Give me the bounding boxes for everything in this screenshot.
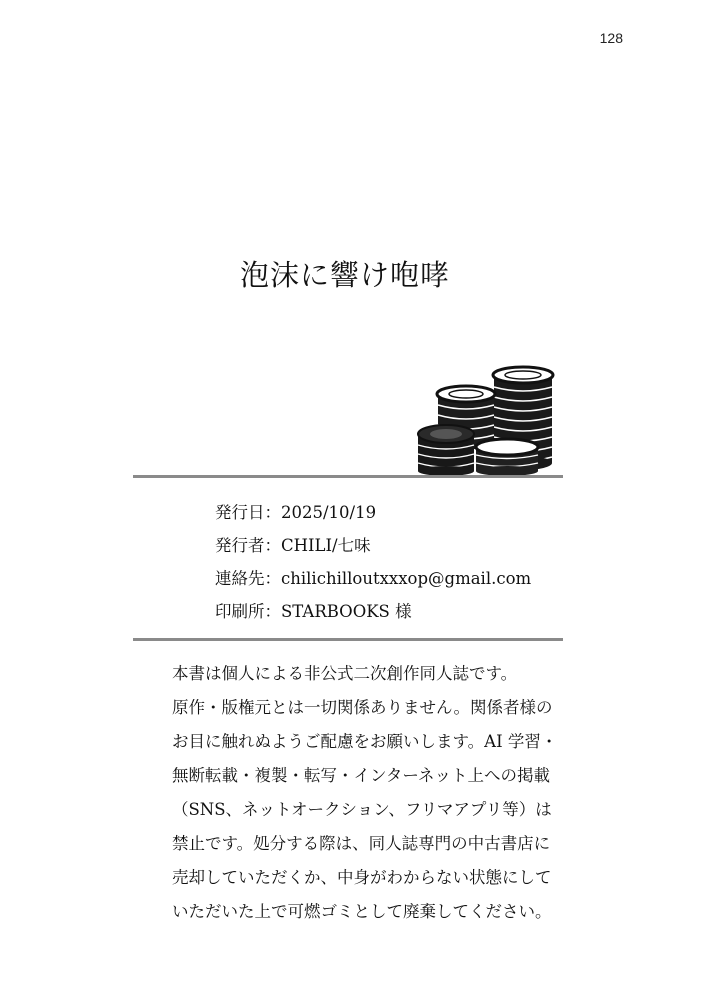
colophon-row-contact	[215, 566, 595, 599]
notice-line: いただいた上で可燃ゴミとして廃棄してください。	[172, 902, 552, 921]
colophon-row-publish-date	[215, 500, 595, 533]
colophon-label: 連絡先	[215, 569, 265, 588]
notice-line: 原作・版権元とは一切関係ありません。関係者様の	[172, 698, 553, 717]
colophon-label: 印刷所	[215, 602, 265, 621]
book-title: 泡沫に響け咆哮	[239, 258, 450, 292]
notice-line: 無断転載・複製・転写・インターネット上への掲載	[172, 766, 551, 785]
page-number: 128	[599, 30, 623, 46]
colophon-row-printer	[215, 599, 595, 632]
colophon-separator: ：	[264, 503, 281, 522]
colophon-label: 発行者	[215, 536, 265, 555]
coin-stacks-illustration	[410, 355, 570, 477]
notice-line: 禁止です。処分する際は、同人誌専門の中古書店に	[172, 834, 551, 853]
divider-top	[133, 475, 563, 478]
colophon-separator: ：	[264, 602, 281, 621]
coin-stack-front-right	[476, 439, 538, 476]
divider-bottom	[133, 638, 563, 641]
colophon-separator: ：	[264, 569, 281, 588]
colophon-row-publisher	[215, 533, 595, 566]
colophon-label: 発行日	[215, 503, 265, 522]
colophon-value: CHILI/七味	[281, 536, 371, 555]
colophon-value: chilichilloutxxxop@gmail.com	[281, 569, 532, 588]
colophon-separator: ：	[264, 536, 281, 555]
notice-line: お目に触れぬようご配慮をお願いします。AI 学習・	[172, 732, 558, 751]
notice-line: （SNS、ネットオークション、フリマアプリ等）は	[172, 800, 552, 819]
notice-line: 本書は個人による非公式二次創作同人誌です。	[172, 664, 518, 683]
colophon-value: 2025/10/19	[281, 503, 377, 522]
colophon-value: STARBOOKS 様	[281, 602, 412, 621]
colophon	[215, 500, 595, 632]
disclaimer-notice	[172, 660, 612, 932]
notice-line: 売却していただくか、中身がわからない状態にして	[172, 868, 552, 887]
coin-stack-front-left	[418, 425, 474, 476]
